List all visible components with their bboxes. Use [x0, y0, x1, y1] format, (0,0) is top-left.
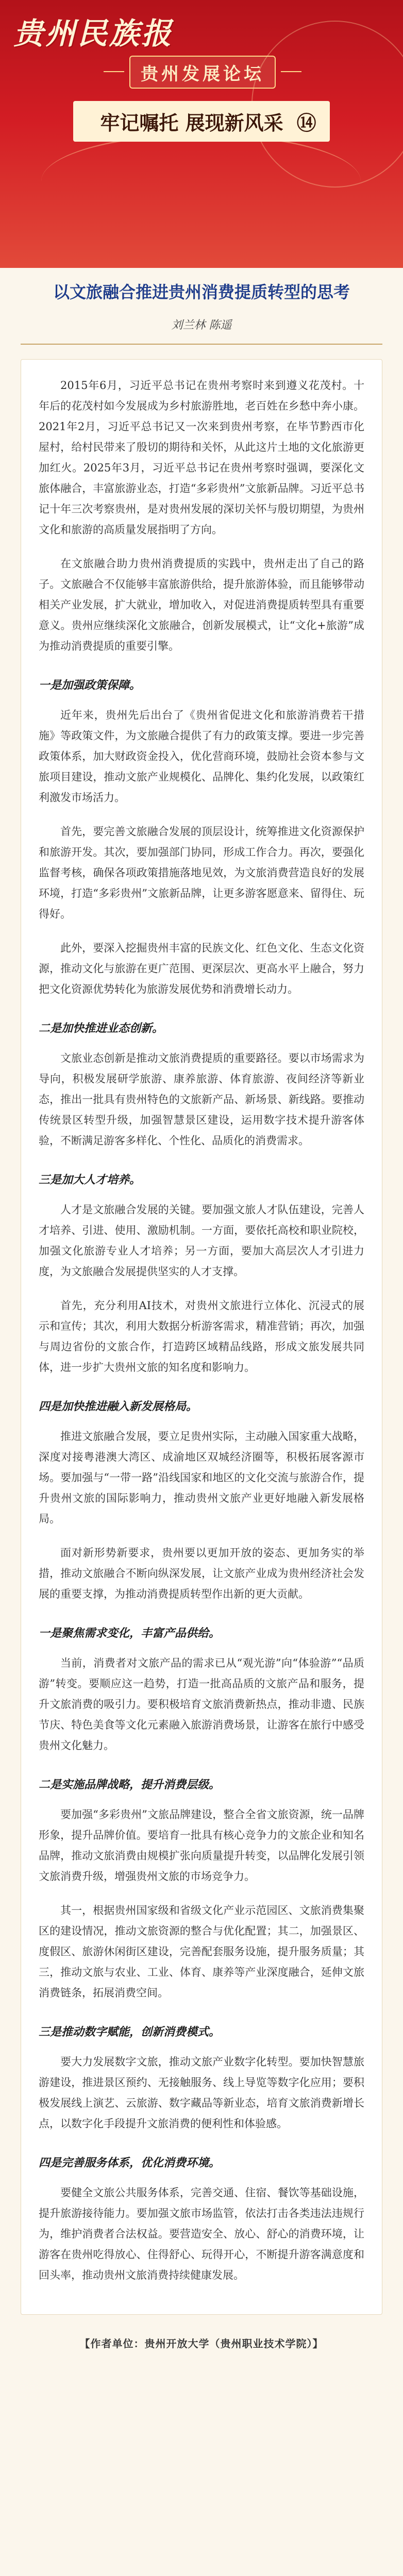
section-heading: 四是加快推进融入新发展格局。 — [39, 1400, 198, 1413]
section-heading: 一是聚焦需求变化，丰富产品供给。 — [39, 1626, 221, 1640]
body-paragraph: 此外，要深入挖掘贵州丰富的民族文化、红色文化、生态文化资源，推动文化与旅游在更广范围、更深层次、更高水平上融合，努力把文化资源优势转化为旅游发展优势和消费增长动力。 — [39, 942, 364, 995]
body-paragraph: 首先，充分利用AI技术，对贵州文旅进行立体化、沉浸式的展示和宣传；其次，利用大数据分析游客需求，精准营销；再次，加强与周边省份的文旅合作，打造跨区域精品线路，形成文旅发展共同体，进一步扩大贵州文旅的知名度和影响力。 — [39, 1299, 364, 1374]
column-banner: 贵州发展论坛 — [129, 56, 276, 89]
section-heading: 二是实施品牌战略，提升消费层级。 — [39, 1778, 221, 1791]
body-paragraph: 推进文旅融合发展，要立足贵州实际，主动融入国家重大战略，深度对接粤港澳大湾区、成渝地区双城经济圈等，积极拓展客源市场。要加强与“一带一路”沿线国家和地区的文化交流与旅游合作，提升贵州文旅的国际影响力，推动贵州文旅产业更好地融入新发展格局。 — [39, 1430, 364, 1525]
body-paragraph: 近年来，贵州先后出台了《贵州省促进文化和旅游消费若干措施》等政策文件，为文旅融合提供了有力的政策支撑。要进一步完善政策体系，加大财政资金投入，优化营商环境，鼓励社会资本参与文旅项目建设，推动文旅产业规模化、品牌化、集约化发展，以政策红利激发市场活力。 — [39, 709, 364, 804]
page-header — [0, 0, 403, 268]
article-body — [21, 359, 382, 2315]
body-paragraph: 面对新形势新要求，贵州要以更加开放的姿态、更加务实的举措，推动文旅融合不断向纵深发展，让文旅产业成为贵州经济社会发展的重要支撑，为推动消费提质转型作出新的更大贡献。 — [39, 1547, 364, 1600]
series-title-box: 牢记嘱托 展现新风采 ⑭ — [73, 101, 329, 142]
body-paragraph: 要大力发展数字文旅，推动文旅产业数字化转型。要加快智慧旅游建设，推进景区预约、无接触服务、线上导览等数字化应用；要积极发展线上演艺、云旅游、数字藏品等新业态，培育文旅消费新增长点，以数字化手段提升文旅消费的便利性和体验感。 — [39, 2056, 364, 2130]
body-paragraph: 当前，消费者对文旅产品的需求已从“观光游”向“体验游”“品质游”转变。要顺应这一趋势，打造一批高品质的文旅产品和服务，提升文旅消费的吸引力。要积极培育文旅消费新热点，推动非遗、民族节庆、特色美食等文化元素融入旅游消费场景，让游客在旅行中感受贵州文化魅力。 — [39, 1657, 364, 1752]
author-affiliation: 【作者单位：贵州开放大学（贵州职业技术学院）】 — [79, 2337, 324, 2350]
body-paragraph: 文旅业态创新是推动文旅消费提质的重要路径。要以市场需求为导向，积极发展研学旅游、康养旅游、体育旅游、夜间经济等新业态，推出一批具有贵州特色的文旅新产品、新场景、新线路。要推动传统景区转型升级，加强智慧景区建设，运用数字技术提升游客体验，不断满足游客多样化、个性化、品质化的消费需求。 — [39, 1052, 364, 1147]
series-title-text: 牢记嘱托 展现新风采 — [87, 104, 296, 139]
section-heading: 二是加快推进业态创新。 — [39, 1022, 164, 1035]
article-content — [0, 268, 403, 2350]
body-paragraph: 在文旅融合助力贵州消费提质的实践中，贵州走出了自己的路子。文旅融合不仅能够丰富旅游供给，提升旅游体验，而且能够带动相关产业发展，扩大就业，增加收入，对促进消费提质转型具有重要意义。贵州应继续深化文旅融合，创新发展模式，让“文化+旅游”成为推动消费提质的重要引擎。 — [39, 557, 364, 652]
article-byline: 刘兰林 陈遥 — [171, 319, 232, 332]
article-title: 以文旅融合推进贵州消费提质转型的思考 — [53, 282, 350, 302]
newspaper-masthead: 贵州民族报 — [13, 16, 174, 51]
body-paragraph: 人才是文旅融合发展的关键。要加强文旅人才队伍建设，完善人才培养、引进、使用、激励机制。一方面，要依托高校和职业院校，加强文化旅游专业人才培养；另一方面，要加大高层次人才引进力度，为文旅融合发展提供坚实的人才支撑。 — [39, 1204, 364, 1278]
section-heading: 三是推动数字赋能，创新消费模式。 — [39, 2025, 221, 2039]
header-decoration-arc — [41, 134, 361, 228]
body-paragraph: 首先，要完善文旅融合发展的顶层设计，统筹推进文化资源保护和旅游开发。其次，要加强部门协同，形成工作合力。再次，要强化监督考核，确保各项政策措施落地见效，为文旅消费营造良好的发展环境，打造“多彩贵州”文旅新品牌，让更多游客愿意来、留得住、玩得好。 — [39, 825, 364, 920]
section-heading: 三是加大人才培养。 — [39, 1173, 141, 1187]
title-divider — [21, 344, 382, 345]
body-paragraph: 2015年6月，习近平总书记在贵州考察时来到遵义花茂村。十年后的花茂村如今发展成为乡村旅游胜地，老百姓在乡愁中奔小康。2021年2月，习近平总书记又一次来到贵州考察，在毕节黔西市化屋村，给村民带来了殷切的期待和关怀，从此这片土地的文化旅游更加红火。2025年3月，习近平总书记在贵州考察时强调，要深化文旅体融合，丰富旅游业态，打造“多彩贵州”文旅新品牌。习近平总书记十年三次考察贵州，是对贵州发展的深切关怀与殷切期望，为贵州文化和旅游的高质量发展指明了方向。 — [39, 379, 364, 536]
body-paragraph: 要健全文旅公共服务体系，完善交通、住宿、餐饮等基础设施，提升旅游接待能力。要加强文旅市场监管，依法打击各类违法违规行为，维护消费者合法权益。要营造安全、放心、舒心的消费环境，让游客在贵州吃得放心、住得舒心、玩得开心，不断提升游客满意度和回头率，推动贵州文旅消费持续健康发展。 — [39, 2187, 364, 2281]
body-paragraph: 要加强“多彩贵州”文旅品牌建设，整合全省文旅资源，统一品牌形象，提升品牌价值。要培育一批具有核心竞争力的文旅企业和知名品牌，推动文旅消费由规模扩张向质量提升转变，以品牌化发展引领文旅消费升级，增强贵州文旅的市场竞争力。 — [39, 1808, 364, 1883]
series-title — [0, 101, 403, 142]
section-heading: 四是完善服务体系，优化消费环境。 — [39, 2156, 221, 2170]
body-paragraph: 其一，根据贵州国家级和省级文化产业示范园区、文旅消费集聚区的建设情况，推动文旅资源的整合与优化配置；其二，加强景区、度假区、旅游休闲街区建设，完善配套服务设施，提升服务质量；其三，推动文旅与农业、工业、体育、康养等产业深度融合，延伸文旅消费链条，拓展消费空间。 — [39, 1904, 364, 1999]
section-heading: 一是加强政策保障。 — [39, 679, 141, 692]
